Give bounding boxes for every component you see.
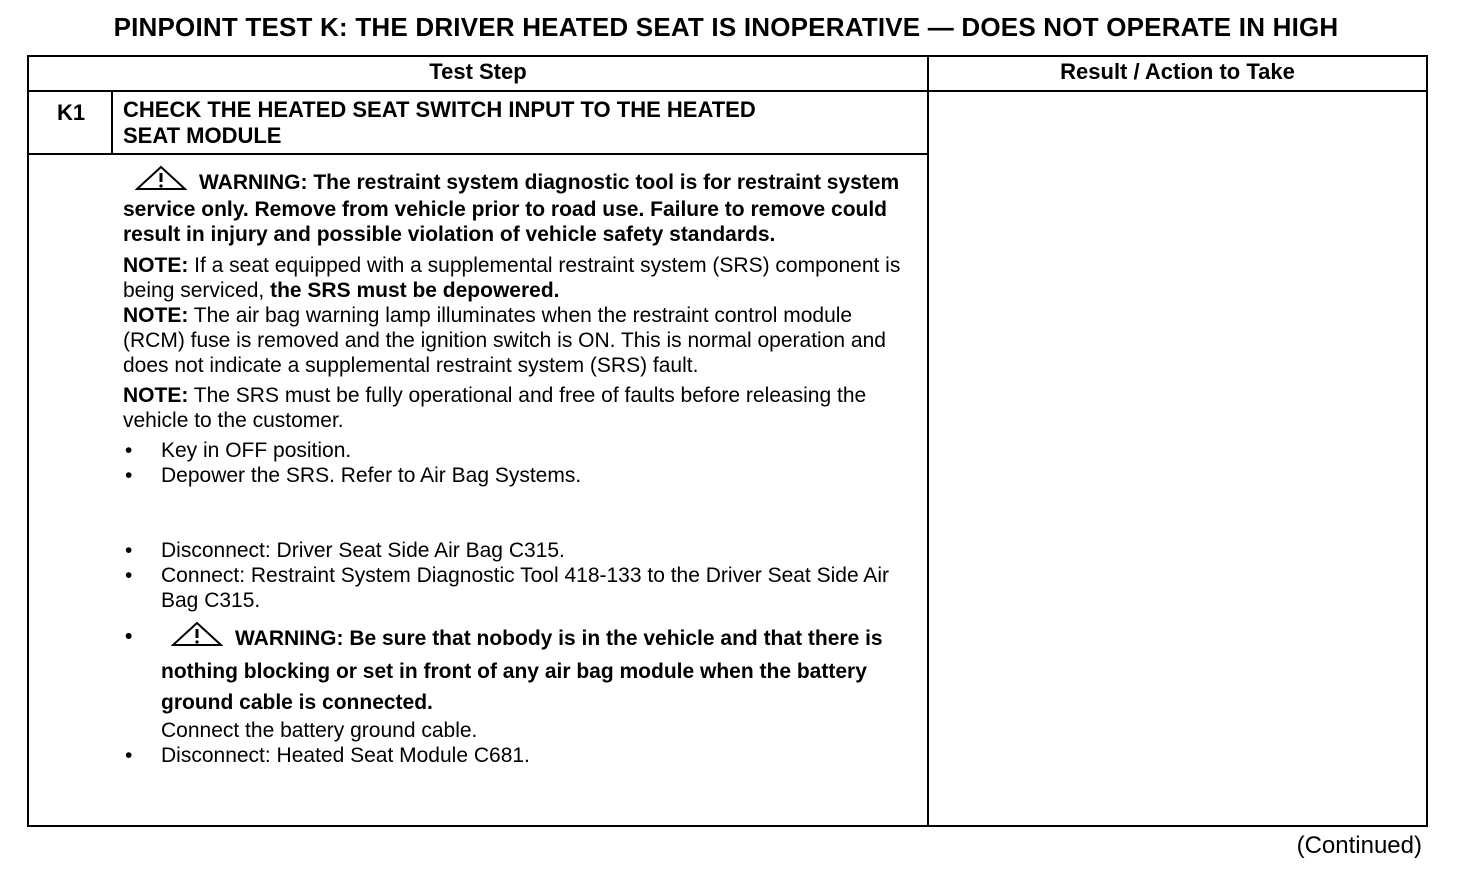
note-text: The air bag warning lamp illuminates when the restraint control module (RCM) fuse is removed and the ignition switch is ON. This is normal operation and does not indicate a supplemental restraint system (SRS) fault. xyxy=(123,304,886,377)
list-item-warning xyxy=(123,621,913,718)
list-item xyxy=(123,563,913,613)
note-1 xyxy=(123,253,913,303)
step-title-line-1: CHECK THE HEATED SEAT SWITCH INPUT TO THE HEATED xyxy=(123,97,756,122)
note-label: NOTE: xyxy=(123,304,189,327)
note-emphasis: the SRS must be depowered. xyxy=(270,279,560,302)
note-text: If a seat equipped with a supplemental restraint system (SRS) component is being serviced, xyxy=(123,254,901,302)
step-instructions xyxy=(123,165,913,768)
list-item xyxy=(123,538,913,563)
note-3 xyxy=(123,383,913,433)
note-label: NOTE: xyxy=(123,384,189,407)
header-divider xyxy=(29,90,1426,92)
warning-triangle-icon xyxy=(135,165,187,197)
bullet-icon: • xyxy=(125,539,133,562)
warning-text-1: WARNING: The restraint system diagnostic tool is for restraint system service only. Remove from vehicle prior to road use. Failure to remove could result in injury and possible violation of vehicle safety standards. xyxy=(123,171,900,246)
warning-block-1 xyxy=(123,165,913,247)
continued-label: (Continued) xyxy=(1296,832,1422,859)
page-title: PINPOINT TEST K: THE DRIVER HEATED SEAT IS INOPERATIVE — DOES NOT OPERATE IN HIGH xyxy=(113,12,1339,42)
header-test-step: Test Step xyxy=(429,59,527,84)
list-item-text: Disconnect: Driver Seat Side Air Bag C315. xyxy=(161,539,565,562)
step-id-divider xyxy=(111,92,113,154)
bullet-icon: • xyxy=(125,744,133,767)
bullet-icon: • xyxy=(125,564,133,587)
step-title-line-2: SEAT MODULE xyxy=(123,123,282,148)
list-item-text: Connect: Restraint System Diagnostic Tool 418-133 to the Driver Seat Side Air Bag C315. xyxy=(161,564,889,612)
bullet-icon: • xyxy=(125,464,133,487)
step-id: K1 xyxy=(56,100,86,125)
list-item xyxy=(123,743,913,768)
step-title xyxy=(123,97,903,149)
list-item-text: Connect the battery ground cable. xyxy=(161,719,478,742)
bullet-icon: • xyxy=(125,625,133,648)
list-item-text: Key in OFF position. xyxy=(161,439,352,462)
note-2 xyxy=(123,303,913,378)
list-item-text: Disconnect: Heated Seat Module C681. xyxy=(161,744,530,767)
bullet-icon: • xyxy=(125,439,133,462)
list-item xyxy=(123,463,913,488)
column-divider xyxy=(927,57,929,825)
list-item-text: Depower the SRS. Refer to Air Bag Systems. xyxy=(161,464,582,487)
note-text: The SRS must be fully operational and free of faults before releasing the vehicle to the customer. xyxy=(123,384,867,432)
note-label: NOTE: xyxy=(123,254,189,277)
spacer xyxy=(123,488,913,538)
header-result-action: Result / Action to Take xyxy=(1060,59,1295,84)
pinpoint-test-table xyxy=(27,55,1428,827)
step-title-divider xyxy=(29,153,927,155)
list-item xyxy=(123,438,913,463)
list-item-continuation xyxy=(123,718,913,743)
warning-text-2: WARNING: Be sure that nobody is in the vehicle and that there is nothing blocking or set in front of any air bag module when the battery ground cable is connected. xyxy=(161,627,883,714)
warning-triangle-icon xyxy=(171,621,223,656)
